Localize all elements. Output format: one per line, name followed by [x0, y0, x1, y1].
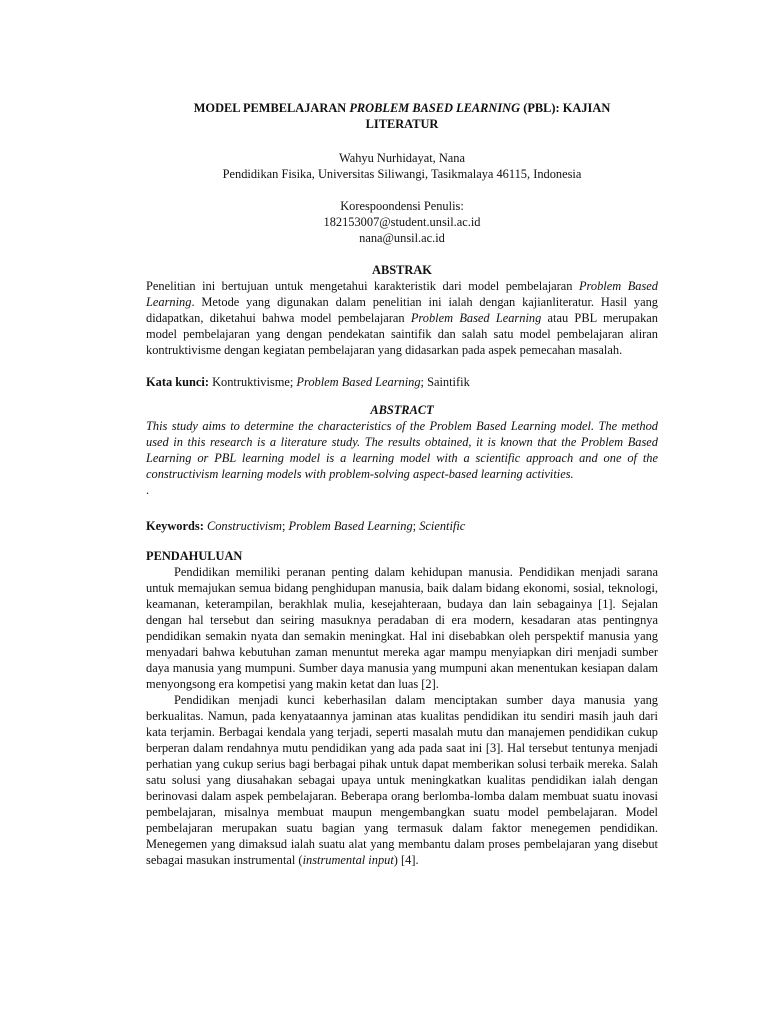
keyword-item: Problem Based Learning [288, 519, 413, 533]
keyword-separator: ; [412, 519, 420, 533]
abstrak-italic: Problem Based Learning [410, 311, 542, 325]
stray-dot: . [146, 483, 150, 497]
kata-kunci-text: Kontruktivisme; [209, 375, 297, 389]
abstrak-text-segment: atau PBL merupakan model pembelajaran yang dengan pendekatan saintifik dan salah satu model pembelajaran aliran kontruktivisme dengan kegiatan pembelajaran yang didasarkan pada aspek pemecahan masalah. [146, 311, 658, 357]
affiliation: Pendidikan Fisika, Universitas Siliwangi, Tasikmalaya 46115, Indonesia [222, 167, 582, 181]
kata-kunci-text: ; Saintifik [420, 375, 470, 389]
abstract-text: This study aims to determine the characteristics of the Problem Based Learning model. The method used in this research is a literature study. The results obtained, it is known that the Problem Based Learning or PBL learning model is a learning model with a scientific approach and one of the constructivism learning models with problem-solving aspect-based learning activities. [146, 419, 658, 481]
title-line-1 [146, 100, 658, 116]
keyword-item: Scientific [419, 519, 466, 533]
email-link[interactable]: 182153007@student.unsil.ac.id [323, 215, 481, 229]
title-text: MODEL PEMBELAJARAN [193, 101, 350, 115]
paragraph-text: Pendidikan menjadi kunci keberhasilan dalam menciptakan sumber daya manusia yang berkualitas. Namun, pada kenyataannya jaminan atas kualitas pendidikan itu sendiri masih jauh dari kata terjamin. Berbagai kendala yang terjadi, seperti masalah mutu dan manajemen pendidikan cukup berperan dalam rendahnya mutu pendidikan yang ada pada saat ini [3]. Hal tersebut tentunya menjadi perhatian yang cukup serius bagi berbagai pihak untuk dapat memberikan solusi terbaik mereka. Salah satu solusi yang diusahakan sebagai upaya untuk meningkatkan kualitas pendidikan ialah dengan berinovasi dalam aspek pembelajaran. Beberapa orang berlomba-lomba dalam membuat suatu inovasi pembelajaran, misalnya membuat maupun mengembangkan suatu model pembelajaran. Model pembelajaran merupakan suatu bagian yang termasuk dalam faktor menegemen pendidikan. Menegemen yang dimaksud ialah suatu alat yang membantu dalam proses pembelajaran yang disebut sebagai masukan instrumental ( [146, 693, 658, 867]
paragraph-italic: instrumental input [302, 853, 394, 867]
abstrak-text-segment: . Metode yang digunakan dalam penelitian ini ialah dengan kajianliteratur. Hasil yang didapatkan, diketahui bahwa model pembelajaran [146, 295, 658, 325]
correspondence-heading: Korespoondensi Penulis: [340, 199, 464, 213]
pendahuluan-paragraph-1: Pendidikan memiliki peranan penting dalam kehidupan manusia. Pendidikan menjadi sarana untuk memajukan semua bidang penghidupan manusia, baik dalam bidang ekonomi, sosial, teknologi, keamanan, keterampilan, berakhlak mulia, kesejahteraan, budaya dan lain sebagainya [1]. Sejalan dengan hal tersebut dan seiring masuknya peradaban di era modern, kesadaran atas pentingnya pendidikan semakin nyata dan semakin meningkat. Hal ini disebabkan oleh perspektif manusia yang menyadari bahwa kebutuhan zaman menuntut mereka agar mampu menyiapkan diri menjadi sumber daya manusia yang mumpuni. Sumber daya manusia yang mumpuni akan menentukan kesiapan dalam menyongsong era kompetisi yang makin ketat dan luas [2]. [146, 565, 658, 691]
pendahuluan-paragraph-2 [146, 692, 658, 868]
abstrak-heading: ABSTRAK [372, 263, 432, 277]
keyword-separator: ; [281, 519, 289, 533]
abstract-heading: ABSTRACT [370, 403, 434, 417]
paper-body [146, 100, 658, 868]
paragraph-text: ) [4]. [393, 853, 419, 867]
pendahuluan-heading: PENDAHULUAN [146, 549, 243, 563]
kata-kunci [146, 374, 658, 390]
kata-kunci-italic: Problem Based Learning [296, 375, 421, 389]
paper-title [146, 100, 658, 132]
kata-kunci-label: Kata kunci: [146, 375, 209, 389]
abstrak-text-segment: Penelitian ini bertujuan untuk mengetahui karakteristik dari model pembelajaran [146, 279, 579, 293]
keywords-label: Keywords: [146, 519, 204, 533]
title-italic: PROBLEM BASED LEARNING [349, 101, 521, 115]
authors: Wahyu Nurhidayat, Nana [339, 151, 465, 165]
title-text: (PBL): KAJIAN [520, 101, 611, 115]
abstrak-text [146, 278, 658, 358]
keywords [146, 518, 658, 534]
title-line-2: LITERATUR [365, 117, 439, 131]
keyword-item: Constructivism [206, 519, 282, 533]
email-link[interactable]: nana@unsil.ac.id [359, 231, 445, 245]
abstrak-italic: Problem Based Learning [146, 279, 658, 309]
